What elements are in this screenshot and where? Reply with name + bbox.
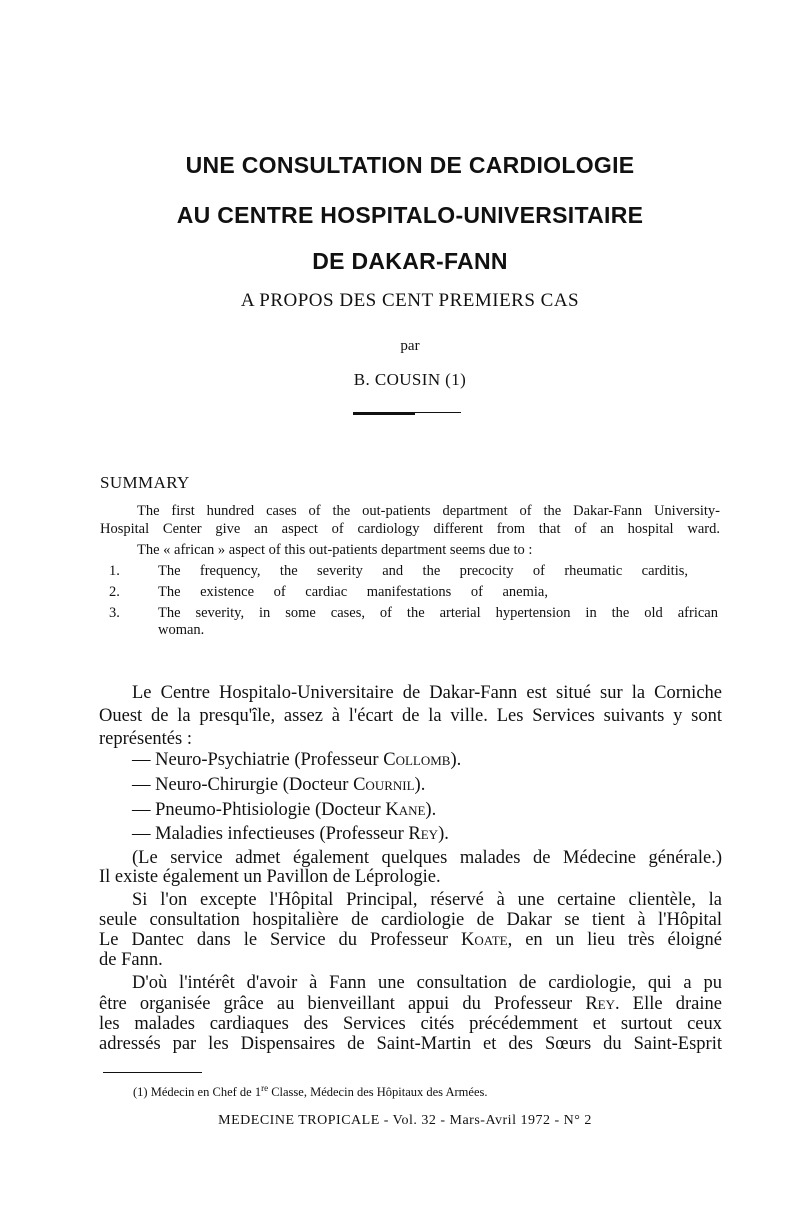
footnote-separator-rule bbox=[103, 1072, 202, 1073]
body-p4-line-2: être organisée grâce au bienveillant appui du Professeur Rey. Elle draine bbox=[99, 994, 722, 1014]
body-p3-line-4: de Fann. bbox=[99, 950, 163, 970]
body-p2-line-1: (Le service admet également quelques malades de Médecine générale.) bbox=[132, 848, 722, 868]
service-item-4: — Maladies infectieuses (Professeur Rey). bbox=[132, 824, 449, 844]
summary-heading: SUMMARY bbox=[100, 473, 190, 492]
summary-item-3-text: The severity, in some cases, of the arterial hypertension in the old african bbox=[158, 605, 718, 621]
journal-footer: MEDECINE TROPICALE - Vol. 32 - Mars-Avril 1972 - N° 2 bbox=[218, 1113, 592, 1128]
summary-item-3-continuation: woman. bbox=[158, 622, 205, 638]
service-item-3: — Pneumo-Phtisiologie (Docteur Kane). bbox=[132, 800, 437, 820]
body-p3-line-1: Si l'on excepte l'Hôpital Principal, réservé à une certaine clientèle, la bbox=[132, 890, 722, 910]
summary-item-3-number: 3. bbox=[109, 605, 120, 621]
footnote: (1) Médecin en Chef de 1re Classe, Médecin des Hôpitaux des Armées. bbox=[133, 1083, 488, 1100]
article-subtitle: A PROPOS DES CENT PREMIERS CAS bbox=[240, 290, 580, 311]
title-separator-rule bbox=[353, 412, 461, 413]
body-p4-line-4: adressés par les Dispensaires de Saint-Martin et des Sœurs du Saint-Esprit bbox=[99, 1034, 722, 1054]
article-title-line-2: AU CENTRE HOSPITALO-UNIVERSITAIRE bbox=[176, 202, 644, 228]
body-p1-line-2: Ouest de la presqu'île, assez à l'écart de la ville. Les Services suivants y sont bbox=[99, 706, 722, 726]
body-p4-line-3: les malades cardiaques des Services cités précédemment et surtout ceux bbox=[99, 1014, 722, 1034]
summary-line-2: Hospital Center give an aspect of cardiology different from that of an hospital ward. bbox=[100, 521, 720, 537]
article-title-line-3: DE DAKAR-FANN bbox=[312, 248, 508, 274]
body-p1-line-1: Le Centre Hospitalo-Universitaire de Dakar-Fann est situé sur la Corniche bbox=[132, 683, 722, 703]
summary-line-1: The first hundred cases of the out-patients department of the Dakar-Fann University- bbox=[137, 503, 720, 519]
body-p1-line-3: représentés : bbox=[99, 729, 192, 749]
byline-par: par bbox=[400, 338, 420, 354]
service-item-1: — Neuro-Psychiatrie (Professeur Collomb). bbox=[132, 750, 462, 770]
body-p4-line-1: D'où l'intérêt d'avoir à Fann une consultation de cardiologie, qui a pu bbox=[132, 973, 722, 993]
summary-line-3: The « african » aspect of this out-patients department seems due to : bbox=[137, 542, 533, 558]
summary-item-1-text: The frequency, the severity and the precocity of rheumatic carditis, bbox=[158, 563, 688, 579]
body-p3-line-3: Le Dantec dans le Service du Professeur Koate, en un lieu très éloigné bbox=[99, 930, 722, 950]
body-p2-line-2: Il existe également un Pavillon de Léprologie. bbox=[99, 867, 441, 887]
author-name: B. COUSIN (1) bbox=[353, 370, 467, 389]
summary-item-2-text: The existence of cardiac manifestations of anemia, bbox=[158, 584, 548, 600]
service-item-2: — Neuro-Chirurgie (Docteur Cournil). bbox=[132, 775, 426, 795]
summary-item-2-number: 2. bbox=[109, 584, 120, 600]
article-title-line-1: UNE CONSULTATION DE CARDIOLOGIE bbox=[185, 152, 635, 178]
body-p3-line-2: seule consultation hospitalière de cardiologie de Dakar se tient à l'Hôpital bbox=[99, 910, 722, 930]
summary-item-1-number: 1. bbox=[109, 563, 120, 579]
